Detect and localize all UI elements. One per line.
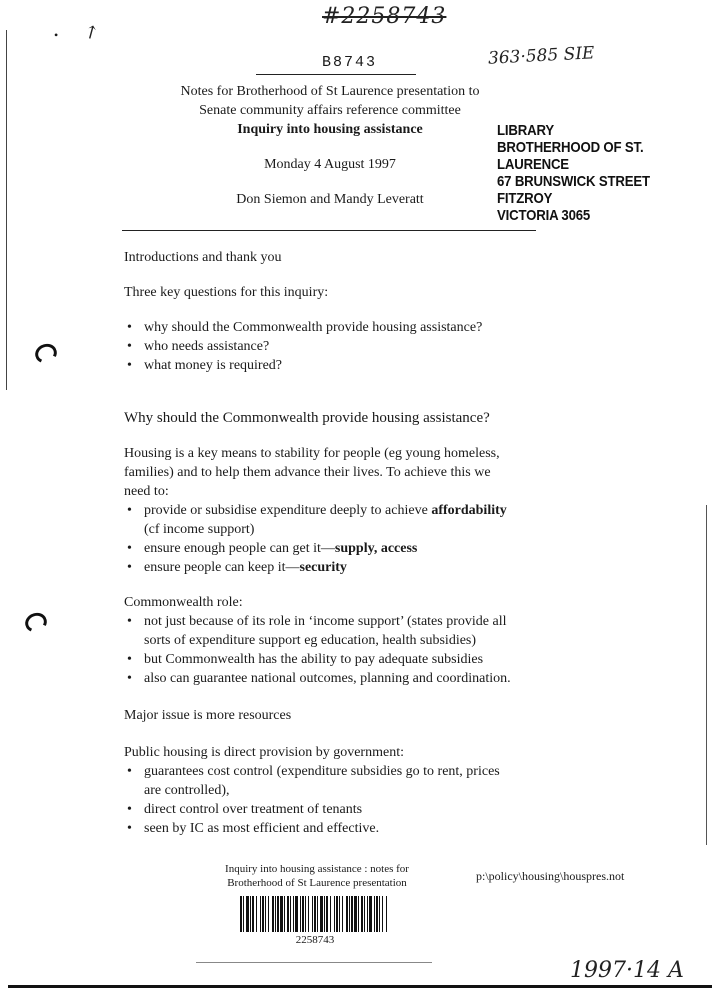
footer-divider — [196, 962, 432, 963]
stamp-line-1: LIBRARY — [497, 122, 554, 139]
call-number: B8743 — [322, 54, 378, 71]
punch-hole-icon — [32, 341, 59, 366]
header-divider — [122, 230, 536, 231]
document-body — [124, 248, 554, 838]
header-line-2: Senate community affairs reference committee — [199, 103, 461, 118]
questions-intro: Three key questions for this inquiry: — [124, 285, 329, 300]
cw-role-list — [124, 612, 554, 688]
pencil-tick-mark: ↗ — [79, 19, 104, 46]
major-issue-line: Major issue is more resources — [124, 708, 292, 723]
stray-mark: • — [54, 28, 59, 42]
list-item: • who needs assistance? — [124, 337, 554, 356]
stamp-line-2: BROTHERHOOD OF ST. LAURENCE — [497, 139, 644, 173]
intro-line: Introductions and thank you — [124, 250, 282, 265]
document-header — [150, 82, 510, 209]
scan-edge-line — [706, 505, 707, 845]
punch-hole-icon — [22, 610, 49, 635]
stamp-line-3: 67 BRUNSWICK STREET — [497, 173, 650, 190]
document-date: Monday 4 August 1997 — [264, 157, 396, 172]
security-term: security — [299, 560, 347, 575]
handwritten-accession-number: #2258743 — [322, 4, 447, 29]
document-title: Inquiry into housing assistance — [237, 122, 423, 137]
list-item: • direct control over treatment of tenants — [124, 800, 554, 819]
list-item: • not just because of its role in ‘income support’ (states provide all sorts of expenditure support eg education, health subsidies) — [124, 612, 554, 650]
barcode-bar — [387, 896, 388, 932]
label-line-2: Brotherhood of St Laurence presentation — [227, 877, 407, 889]
scan-edge-line — [6, 30, 7, 390]
list-item: • but Commonwealth has the ability to pay adequate subsidies — [124, 650, 554, 669]
list-item: • ensure enough people can get it—supply, access — [124, 539, 554, 558]
bottom-border — [8, 985, 712, 988]
handwritten-reference: 363·585 SIE — [487, 43, 595, 69]
call-number-underline — [256, 74, 416, 75]
supply-access-term: supply, access — [334, 541, 418, 556]
public-housing-list — [124, 762, 554, 838]
key-questions-list — [124, 318, 554, 375]
needs-list — [124, 501, 554, 577]
handwritten-year: 1997·14 A — [570, 958, 684, 983]
document-authors: Don Siemon and Mandy Leveratt — [236, 192, 424, 207]
housing-paragraph-line-2: families) and to help them advance their lives. To achieve this we — [124, 465, 491, 480]
list-item: • ensure people can keep it—security — [124, 558, 554, 577]
barcode-number: 2258743 — [295, 934, 335, 946]
barcode-bars — [240, 896, 390, 932]
list-item: • what money is required? — [124, 356, 554, 375]
housing-paragraph-line-1: Housing is a key means to stability for people (eg young homeless, — [124, 446, 500, 461]
header-line-1: Notes for Brotherhood of St Laurence presentation to — [180, 84, 480, 99]
affordability-term: affordability — [431, 503, 507, 518]
cw-role-label: Commonwealth role: — [124, 595, 243, 610]
list-item: • guarantees cost control (expenditure subsidies go to rent, prices are controlled), — [124, 762, 554, 800]
public-housing-intro: Public housing is direct provision by government: — [124, 745, 404, 760]
housing-paragraph-line-3: need to: — [124, 484, 169, 499]
list-item: • provide or subsidise expenditure deeply to achieve affordability (cf income support) — [124, 501, 554, 539]
list-item: • why should the Commonwealth provide housing assistance? — [124, 318, 554, 337]
library-stamp — [497, 122, 693, 224]
stamp-line-5: VICTORIA 3065 — [497, 207, 591, 224]
file-path: p:\policy\housing\houspres.not — [476, 869, 625, 883]
barcode — [240, 896, 390, 932]
list-item: • also can guarantee national outcomes, planning and coordination. — [124, 669, 554, 688]
section-heading: Why should the Commonwealth provide housing assistance? — [124, 410, 490, 426]
catalogue-label — [212, 862, 422, 890]
stamp-line-4: FITZROY — [497, 190, 553, 207]
label-line-1: Inquiry into housing assistance : notes for — [225, 863, 409, 875]
list-item: • seen by IC as most efficient and effective. — [124, 819, 554, 838]
